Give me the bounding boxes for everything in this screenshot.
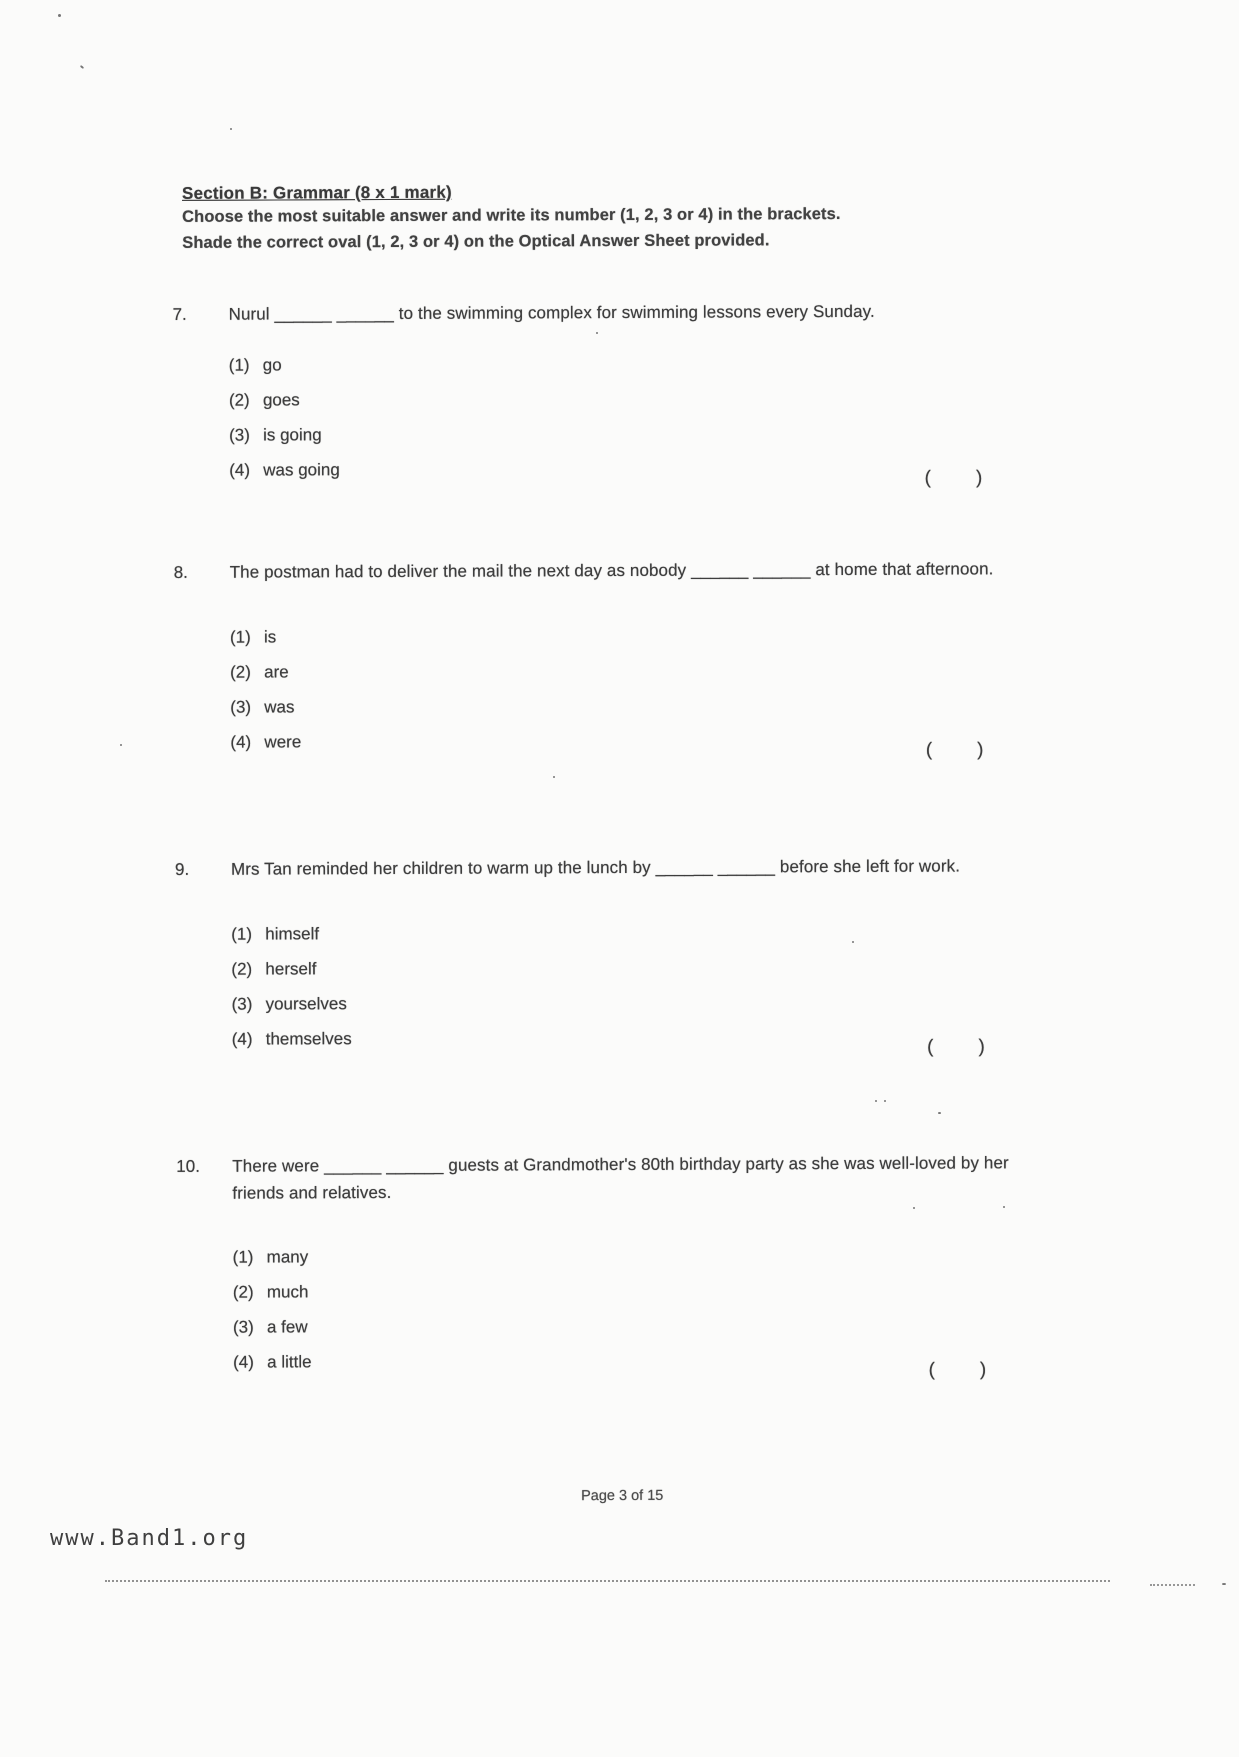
option (229, 385, 1183, 410)
question-text: Mrs Tan reminded her children to warm up the lunch by ______ ______ before she left for work. (230, 856, 961, 879)
site-watermark: www.Band1.org (50, 1526, 249, 1551)
option-number: (1) (229, 627, 251, 647)
option-number: (2) (232, 1282, 254, 1302)
scan-speck (1003, 1206, 1005, 1208)
option-label: was (264, 696, 295, 717)
option (232, 989, 1186, 1014)
scan-speck (596, 332, 598, 334)
option-label: are (264, 661, 289, 682)
scan-speck (58, 14, 61, 17)
scan-speck (120, 744, 122, 746)
option-number: (3) (232, 1317, 254, 1337)
option-label: a little (267, 1352, 312, 1372)
option-label: a few (266, 1317, 308, 1337)
option-number: (2) (231, 959, 253, 979)
question-stem (174, 556, 1184, 587)
scan-artifact-line (105, 1580, 1110, 1582)
option-number: (3) (231, 994, 253, 1014)
section-title: Section B: Grammar (8 x 1 mark) (181, 182, 452, 203)
option (233, 1243, 1187, 1268)
option-label: was going (263, 459, 340, 480)
option (229, 420, 1183, 445)
scan-speck (913, 1207, 915, 1209)
options-list (233, 1243, 1188, 1373)
option-number: (3) (229, 425, 250, 445)
question-stem (176, 1150, 1186, 1207)
option-label: go (262, 354, 282, 375)
question-number: 10. (176, 1156, 200, 1176)
question-7 (172, 298, 1183, 495)
option (232, 1024, 1186, 1049)
scan-speck (884, 1100, 886, 1102)
question-text: There were ______ ______ guests at Grandmother's 80th birthday party as she was well-loved by her friends and relatives. (232, 1153, 1009, 1203)
option-label: himself (265, 923, 320, 944)
question-number: 9. (174, 859, 190, 879)
option (231, 954, 1185, 979)
option (230, 692, 1184, 717)
question-stem (175, 853, 1185, 884)
option (233, 1278, 1187, 1303)
option-number: (4) (230, 732, 252, 752)
option (229, 455, 1183, 480)
option (230, 622, 1184, 647)
option-number: (1) (232, 1247, 254, 1267)
instruction-line: Shade the correct oval (1, 2, 3 or 4) on the Optical Answer Sheet provided. (182, 231, 770, 252)
option-label: many (266, 1247, 309, 1267)
option-number: (4) (231, 1029, 253, 1049)
option (229, 350, 1183, 375)
page-number: Page 3 of 15 (581, 1487, 664, 1505)
answer-bracket: ( ) (924, 466, 984, 489)
scan-speck (553, 776, 555, 778)
option-label: were (264, 731, 302, 752)
option-label: herself (265, 958, 317, 979)
option (230, 657, 1184, 682)
option-label: themselves (265, 1028, 352, 1049)
scan-speck (938, 1112, 941, 1114)
options-list (230, 622, 1185, 752)
question-stem (172, 298, 1182, 329)
question-8 (174, 556, 1185, 767)
answer-bracket: ( ) (925, 738, 985, 761)
options-list (229, 350, 1184, 480)
option (233, 1313, 1187, 1338)
option-label: much (266, 1282, 309, 1302)
section-header (182, 180, 1082, 256)
scan-artifact-line (1150, 1584, 1195, 1586)
instruction-line: Choose the most suitable answer and write its number (1, 2, 3 or 4) in the brackets. (182, 205, 841, 226)
option-number: (3) (230, 697, 252, 717)
option-number: (4) (233, 1352, 254, 1372)
question-text: Nurul ______ ______ to the swimming complex for swimming lessons every Sunday. (228, 301, 875, 324)
option-number: (2) (230, 662, 251, 682)
options-list (231, 919, 1186, 1049)
question-10 (176, 1150, 1187, 1387)
option-number: (4) (229, 460, 251, 480)
option-label: goes (262, 389, 300, 410)
scan-speck (875, 1100, 877, 1102)
option (233, 1348, 1187, 1373)
question-number: 7. (172, 304, 187, 324)
answer-bracket: ( ) (928, 1359, 988, 1381)
option-label: is (263, 626, 277, 647)
option (231, 919, 1185, 944)
scan-speck (852, 941, 854, 943)
scan-speck (230, 128, 232, 130)
question-text: The postman had to deliver the mail the next day as nobody ______ ______ at home that afternoon. (229, 559, 994, 582)
question-9 (175, 853, 1186, 1064)
option-number: (1) (231, 924, 253, 944)
scan-speck (1222, 1583, 1226, 1585)
option-number: (1) (228, 355, 250, 375)
answer-bracket: ( ) (927, 1035, 986, 1058)
option-label: yourselves (265, 993, 347, 1014)
option-number: (2) (228, 390, 250, 410)
option-label: is going (263, 424, 322, 445)
option (230, 727, 1184, 752)
question-number: 8. (173, 562, 188, 582)
